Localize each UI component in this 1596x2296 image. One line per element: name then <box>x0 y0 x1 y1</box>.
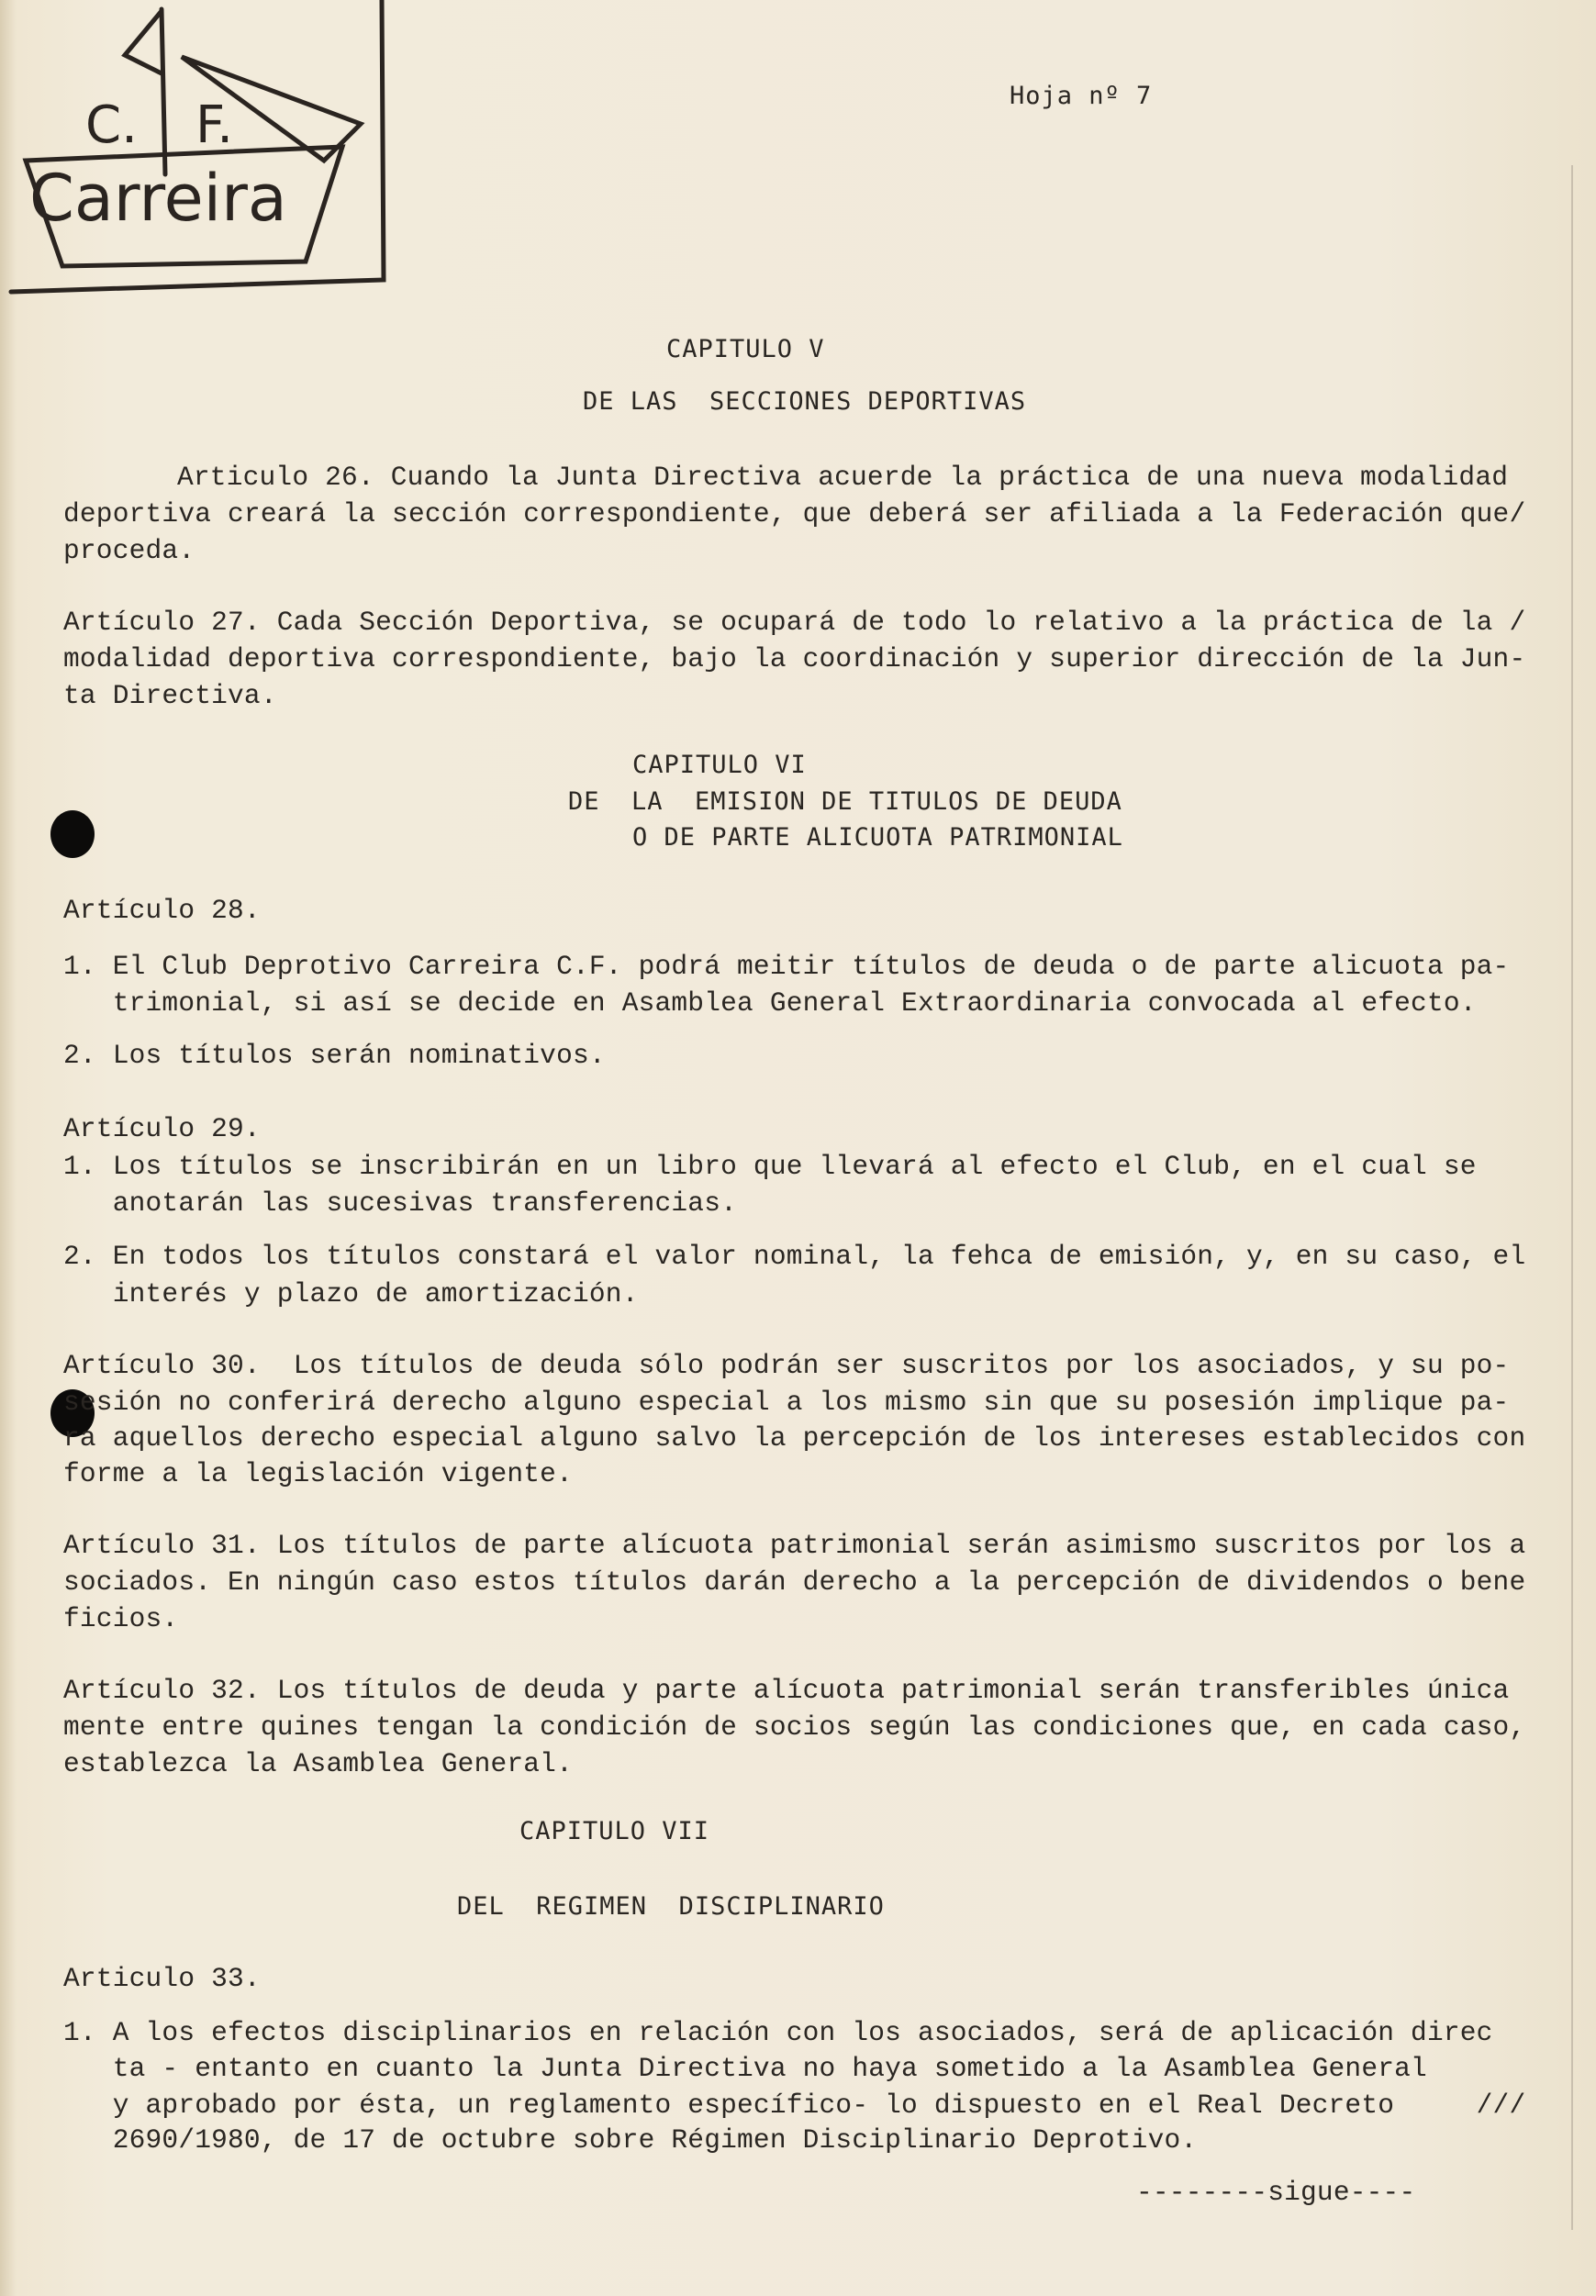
chapter-subtitle: O DE PARTE ALICUOTA PATRIMONIAL <box>632 823 1123 852</box>
article-line: Artículo 31. Los títulos de parte alícuota patrimonial serán asimismo suscritos por los a <box>63 1530 1526 1561</box>
article-line: interés y plazo de amortización. <box>63 1278 639 1310</box>
continued-marker: --------sigue---- <box>1136 2177 1416 2208</box>
article-line: sesión no conferirá derecho alguno especial a los mismo sin que su posesión implique pa- <box>63 1387 1510 1418</box>
article-line: y aprobado por ésta, un reglamento específico- lo dispuesto en el Real Decreto /// <box>63 2090 1526 2121</box>
article-line: 1. Los títulos se inscribirán en un libro que llevará al efecto el Club, en el cual se <box>63 1151 1477 1182</box>
article-heading: Artículo 28. <box>63 895 261 926</box>
article-line: proceda. <box>63 535 195 566</box>
article-line: mente entre quines tengan la condición de socios según las condiciones que, en cada caso, <box>63 1711 1526 1743</box>
article-line: Articulo 26. Cuando la Junta Directiva acuerde la práctica de una nueva modalidad <box>177 462 1509 493</box>
article-line: ta Directiva. <box>63 680 277 711</box>
article-line: modalidad deportiva correspondiente, bajo la coordinación y superior dirección de la Jun- <box>63 643 1526 674</box>
article-heading: Artículo 29. <box>63 1113 261 1144</box>
article-heading: Articulo 33. <box>63 1963 261 1994</box>
chapter-title: CAPITULO VI <box>632 751 807 779</box>
article-line: ta - entanto en cuanto la Junta Directiva no haya sometido a la Asamblea General <box>63 2053 1427 2084</box>
article-line: deportiva creará la sección correspondiente, que deberá ser afiliada a la Federación que/ <box>63 498 1526 529</box>
article-line: Artículo 32. Los títulos de deuda y parte alícuota patrimonial serán transferibles única <box>63 1675 1510 1706</box>
chapter-subtitle: DE LAS SECCIONES DEPORTIVAS <box>583 387 1027 416</box>
article-line: 1. El Club Deprotivo Carreira C.F. podrá meitir títulos de deuda o de parte alicuota pa- <box>63 951 1510 982</box>
article-line: 2. Los títulos serán nominativos. <box>63 1040 606 1071</box>
article-line: trimonial, si así se decide en Asamblea General Extraordinaria convocada al efecto. <box>63 987 1477 1019</box>
chapter-title: CAPITULO V <box>666 335 825 363</box>
article-line: anotarán las sucesivas transferencias. <box>63 1187 738 1219</box>
page-fold-line <box>1571 165 1573 2230</box>
article-line: Artículo 30. Los títulos de deuda sólo podrán ser suscritos por los asociados, y su po- <box>63 1350 1510 1381</box>
svg-text:Carreira: Carreira <box>29 161 287 236</box>
article-line: 2. En todos los títulos constará el valor nominal, la fehca de emisión, y, en su caso, el <box>63 1241 1526 1272</box>
article-line: 1. A los efectos disciplinarios en relación con los asociados, será de aplicación direc <box>63 2017 1493 2048</box>
svg-text:C.: C. <box>85 95 138 155</box>
chapter-title: CAPITULO VII <box>519 1817 710 1845</box>
article-line: ficios. <box>63 1603 179 1634</box>
article-line: establezca la Asamblea General. <box>63 1748 573 1779</box>
article-line: Artículo 27. Cada Sección Deportiva, se ocupará de todo lo relativo a la práctica de la / <box>63 607 1526 638</box>
article-line: sociados. En ningún caso estos títulos darán derecho a la percepción de dividendos o bene <box>63 1566 1526 1598</box>
punch-hole <box>50 810 95 858</box>
svg-text:F.: F. <box>195 95 234 155</box>
article-line: ra aquellos derecho especial alguno salvo la percepción de los intereses establecidos con <box>63 1422 1526 1454</box>
article-line: forme a la legislación vigente. <box>63 1458 573 1489</box>
chapter-subtitle: DE LA EMISION DE TITULOS DE DEUDA <box>568 787 1122 816</box>
club-logo-stamp <box>7 0 393 303</box>
page-number: Hoja nº 7 <box>1010 82 1153 110</box>
chapter-subtitle: DEL REGIMEN DISCIPLINARIO <box>457 1892 885 1921</box>
article-line: 2690/1980, de 17 de octubre sobre Régimen Disciplinario Deprotivo. <box>63 2124 1198 2156</box>
